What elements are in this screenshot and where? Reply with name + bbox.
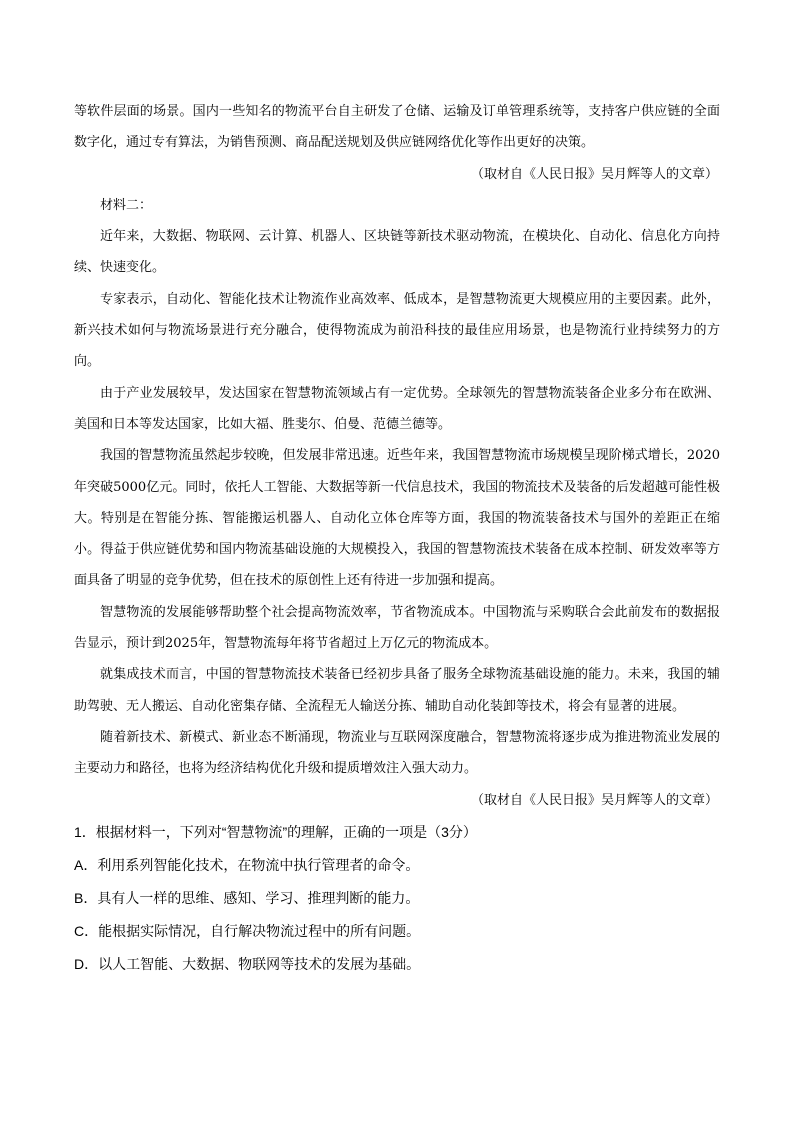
question-section bbox=[74, 816, 720, 981]
material-two-paragraph-3: 由于产业发展较早，发达国家在智慧物流领域占有一定优势。全球领先的智慧物流装备企业多分布在欧洲、美国和日本等发达国家，比如大福、胜斐尔、伯曼、范德兰德等。 bbox=[74, 385, 720, 432]
material-two-paragraph-7: 随着新技术、新模式、新业态不断涌现，物流业与互联网深度融合，智慧物流将逐步成为推进物流业发展的主要动力和路径，也将为经济结构优化升级和提质增效注入强大动力。 bbox=[74, 729, 720, 777]
material-two-paragraph-2: 专家表示，自动化、智能化技术让物流作业高效率、低成本，是智慧物流更大规模应用的主要因素。此外，新兴技术如何与物流场景进行充分融合，使得物流成为前沿科技的最佳应用场景，也是物流行业持续努力的方向。 bbox=[74, 291, 720, 370]
material-one-closing-paragraph: 等软件层面的场景。国内一些知名的物流平台自主研发了仓储、运输及订单管理系统等，支持客户供应链的全面数字化，通过专有算法，为销售预测、商品配送规划及供应链网络优化等作出更好的决策。 bbox=[74, 104, 720, 151]
material-two-paragraph-5: 智慧物流的发展能够帮助整个社会提高物流效率，节省物流成本。中国物流与采购联合会此前发布的数据报告显示，预计到2025年，智慧物流每年将节省超过上万亿元的物流成本。 bbox=[74, 604, 720, 652]
question-1-option-d: D．以人工智能、大数据、物联网等技术的发展为基础。 bbox=[74, 955, 421, 972]
reading-material bbox=[74, 96, 720, 816]
material-two-paragraph-6: 就集成技术而言，中国的智慧物流技术装备已经初步具备了服务全球物流基础设施的能力。未来，我国的辅助驾驶、无人搬运、自动化密集存储、全流程无人输送分拣、辅助自动化装卸等技术，将会有显著的进展。 bbox=[74, 667, 720, 714]
material-two-heading: 材料二： bbox=[100, 197, 153, 213]
material-two-source: （取材自《人民日报》吴月辉等人的文章） bbox=[470, 792, 718, 808]
question-1-option-c: C．能根据实际情况，自行解决物流过程中的所有问题。 bbox=[74, 922, 421, 939]
material-two-paragraph-1: 近年来，大数据、物联网、云计算、机器人、区块链等新技术驱动物流，在模块化、自动化、信息化方向持续、快速变化。 bbox=[74, 229, 720, 276]
question-1-stem: 1．根据材料一，下列对“智慧物流”的理解，正确的一项是（3分） bbox=[74, 823, 477, 840]
question-1-option-b: B．具有人一样的思维、感知、学习、推理判断的能力。 bbox=[74, 889, 420, 906]
question-1-option-a: A．利用系列智能化技术，在物流中执行管理者的命令。 bbox=[74, 856, 420, 873]
material-two-paragraph-4: 我国的智慧物流虽然起步较晚，但发展非常迅速。近些年来，我国智慧物流市场规模呈现阶梯式增长，2020年突破5000亿元。同时，依托人工智能、大数据等新一代信息技术，我国的物流技术及装备的后发超越可能性极大。特别是在智能分拣、智能搬运机器人、自动化立体仓库等方面，我国的物流装备技术与国外的差距正在缩小。得益于供应链优势和国内物流基础设施的大规模投入，我国的智慧物流技术装备在成本控制、研发效率等方面具备了明显的竞争优势，但在技术的原创性上还有待进一步加强和提高。 bbox=[74, 448, 720, 589]
material-one-source: （取材自《人民日报》吴月辉等人的文章） bbox=[470, 166, 718, 182]
